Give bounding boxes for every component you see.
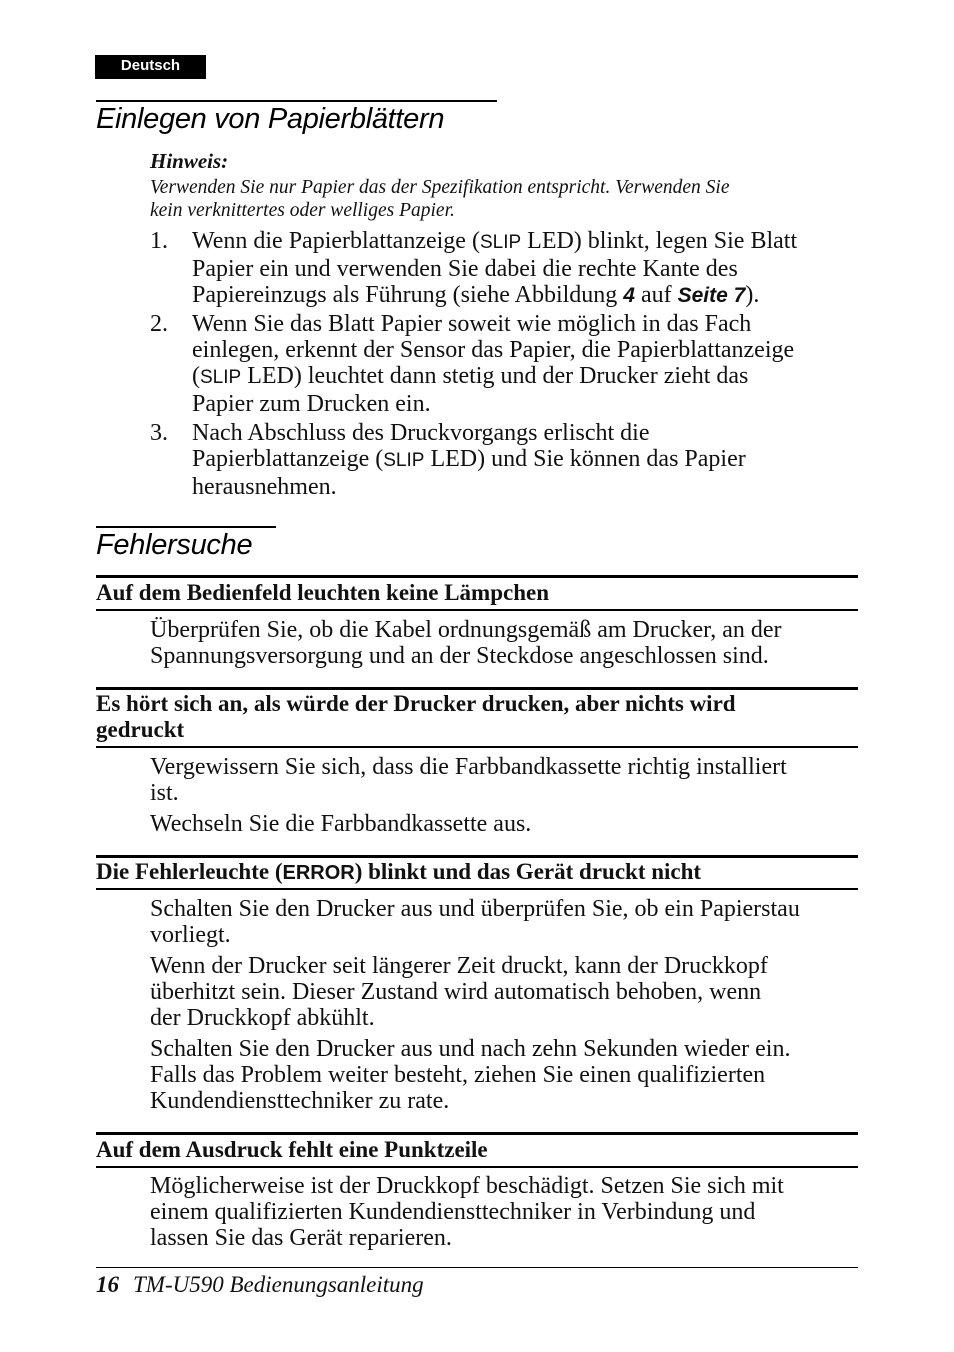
problem-solution: Möglicherweise ist der Druckkopf beschädigt. Setzen Sie sich mit einem qualifizierten Kundendiensttechniker in Verbindung und lassen Sie das Gerät reparieren. xyxy=(150,1173,784,1251)
problem-heading: Die Fehlerleuchte (ERROR) blinkt und das Gerät druckt nicht xyxy=(96,859,702,884)
page-footer xyxy=(96,1272,424,1298)
language-tab: Deutsch xyxy=(95,55,206,79)
problem-solution: Vergewissern Sie sich, dass die Farbbandkassette richtig installiert ist. xyxy=(150,754,787,806)
problem-rule-top xyxy=(96,1132,858,1135)
figure-ref: 4 xyxy=(623,284,635,307)
step-number: 3. xyxy=(150,420,168,446)
footer-rule xyxy=(96,1267,858,1268)
problem-rule-top xyxy=(96,575,858,578)
section-title-fehlersuche: Fehlersuche xyxy=(96,529,253,561)
problem-rule-top xyxy=(96,687,858,690)
step-number: 2. xyxy=(150,311,168,337)
step-2-text: Wenn Sie das Blatt Papier soweit wie möglich in das Fach einlegen, erkennt der Sensor das Papier, die Papierblattanzeige (SLIP LED) leuchtet dann stetig und der Drucker zieht das Papier zum Drucken ein. xyxy=(192,311,795,417)
problem-solution: Schalten Sie den Drucker aus und überprüfen Sie, ob ein Papierstau vorliegt. xyxy=(150,896,800,948)
page-ref: Seite 7 xyxy=(677,284,746,307)
problem-rule-top xyxy=(96,855,858,858)
problem-heading: Auf dem Ausdruck fehlt eine Punktzeile xyxy=(96,1137,488,1162)
step-1-text: Wenn die Papierblattanzeige (SLIP LED) blinkt, legen Sie Blatt Papier ein und verwenden Sie dabei die rechte Kante des Papiereinzugs als Führung (siehe Abbildung 4 auf Seite 7). xyxy=(192,228,798,308)
note-text-line1: Verwenden Sie nur Papier das der Spezifikation entspricht. Verwenden Sie xyxy=(150,177,730,198)
step-3-text: Nach Abschluss des Druckvorgangs erlischt die Papierblattanzeige (SLIP LED) und Sie können das Papier herausnehmen. xyxy=(192,420,746,500)
problem-solution: Wechseln Sie die Farbbandkassette aus. xyxy=(150,811,532,837)
note-text-line2: kein verknittertes oder welliges Papier. xyxy=(150,200,455,221)
section-title-einlegen: Einlegen von Papierblättern xyxy=(96,103,445,135)
step-number: 1. xyxy=(150,228,168,254)
problem-solution: Überprüfen Sie, ob die Kabel ordnungsgemäß am Drucker, an der Spannungsversorgung und an der Steckdose angeschlossen sind. xyxy=(150,617,782,669)
problem-solution: Wenn der Drucker seit längerer Zeit druckt, kann der Druckkopf überhitzt sein. Dieser Zustand wird automatisch behoben, wenn der Druckkopf abkühlt. xyxy=(150,953,768,1031)
problem-solution: Schalten Sie den Drucker aus und nach zehn Sekunden wieder ein. Falls das Problem weiter besteht, ziehen Sie einen qualifizierten Kundendiensttechniker zu rate. xyxy=(150,1036,791,1114)
problem-rule-bottom xyxy=(96,1166,858,1168)
page-number: 16 xyxy=(96,1272,119,1297)
slip-led-label: SLIP xyxy=(383,450,425,471)
slip-led-label: SLIP xyxy=(200,367,242,388)
problem-rule-bottom xyxy=(96,746,858,748)
error-led-label: ERROR xyxy=(282,862,355,884)
manual-title: TM-U590 Bedienungsanleitung xyxy=(133,1272,424,1297)
problem-heading: Es hört sich an, als würde der Drucker drucken, aber nichts wird gedruckt xyxy=(96,691,736,742)
slip-led-label: SLIP xyxy=(479,232,522,253)
problem-rule-bottom xyxy=(96,609,858,611)
problem-rule-bottom xyxy=(96,888,858,890)
problem-heading: Auf dem Bedienfeld leuchten keine Lämpchen xyxy=(96,580,549,605)
note-title: Hinweis: xyxy=(150,149,229,173)
